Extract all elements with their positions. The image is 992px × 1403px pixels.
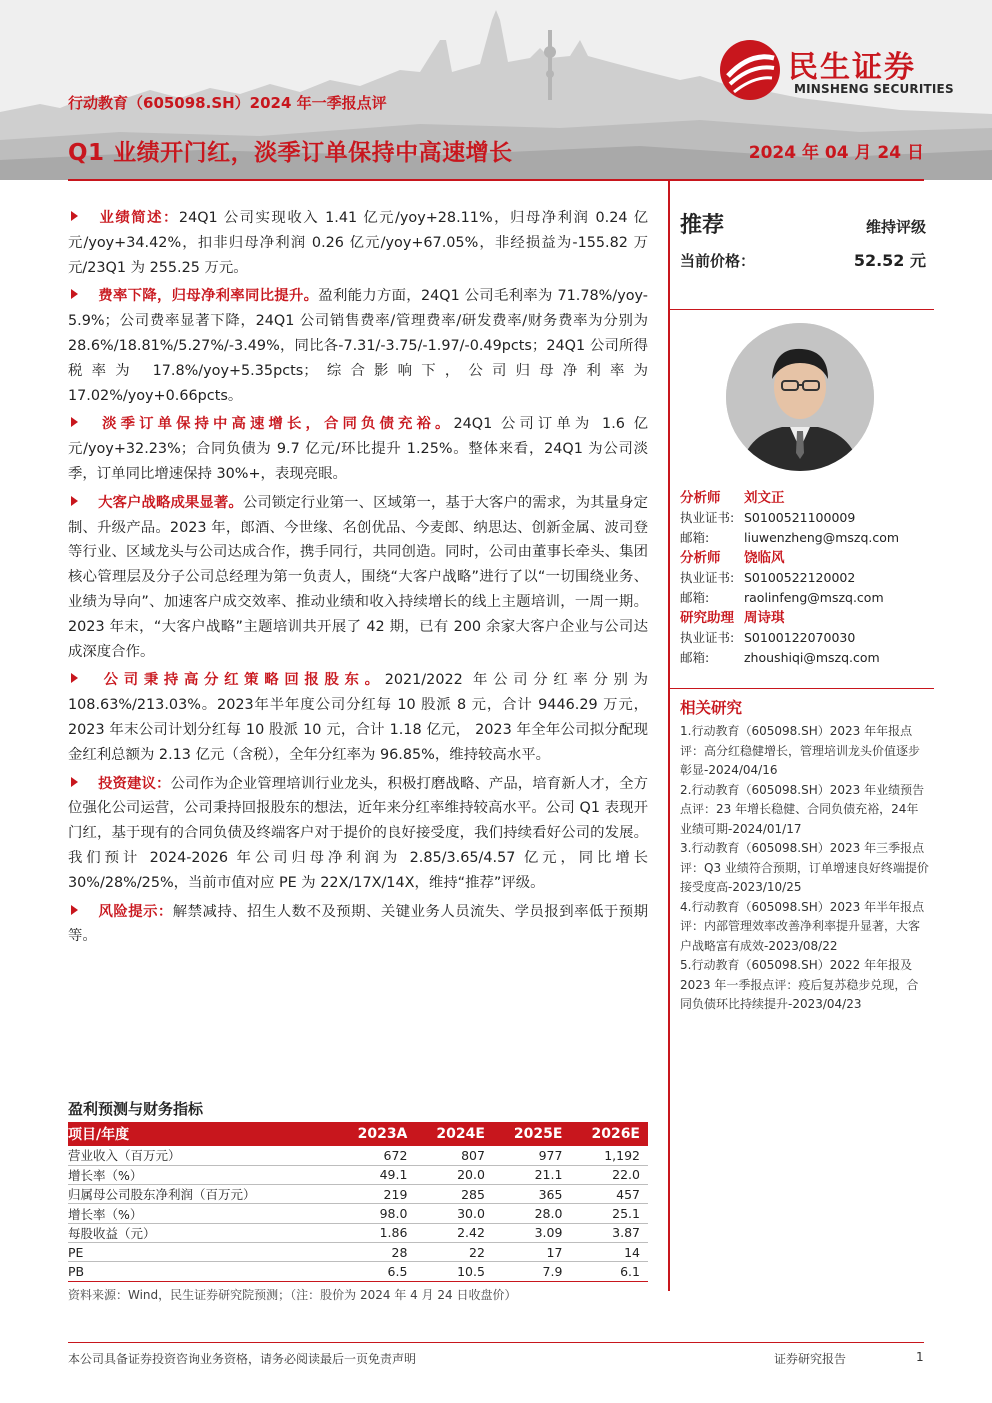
- paragraph-heading: 淡季订单保持中高速增长，合同负债充裕。: [98, 416, 454, 433]
- table-cell: 365: [493, 1185, 571, 1204]
- financial-forecast-table: [68, 1122, 648, 1282]
- paragraph-expense: [68, 284, 648, 408]
- table-cell: 22.0: [570, 1165, 648, 1184]
- table-cell: 每股收益（元）: [68, 1223, 336, 1242]
- bullet-arrow-icon: [71, 289, 78, 299]
- related-research-item[interactable]: 5.行动教育（605098.SH）2022 年年报及 2023 年一季报点评：疫后复苏稳步兑现，合同负债环比持续提升-2023/04/23: [680, 958, 919, 1011]
- table-source-note: 资料来源：Wind，民生证券研究院预测；（注：股价为 2024 年 4 月 24 日收盘价）: [68, 1288, 517, 1302]
- table-cell: 17: [493, 1242, 571, 1261]
- related-research-title: 相关研究: [680, 699, 743, 717]
- analyst-cert: S0100522120002: [744, 570, 856, 585]
- related-research-item[interactable]: 2.行动教育（605098.SH）2023 年业绩预告点评：23 年增长稳健、合同负债充裕，24年业绩可期-2024/01/17: [680, 782, 925, 836]
- paragraph-body: 2021/2022 年公司分红率分别为 108.63%/213.03%。2023年半年度公司分红每 10 股派 8 元，合计 9446.29 万元，2023 年末公司计划分红每 10 股派 10 元，合计 1.18 亿元， 2023 年全年公司拟分配现金红利总额为 2.13 亿元（含税），全年分红率为 96.85%，维持较高水平。: [68, 672, 648, 763]
- table-cell: 6.5: [336, 1262, 415, 1281]
- table-row: [68, 1146, 648, 1165]
- bullet-arrow-icon: [71, 673, 78, 683]
- table-cell: 21.1: [493, 1165, 571, 1184]
- table-row: [68, 1165, 648, 1184]
- side-divider: [670, 309, 934, 310]
- bullet-arrow-icon: [71, 417, 78, 427]
- table-cell: 1,192: [570, 1146, 648, 1165]
- paragraph-investment-advice: [68, 772, 648, 896]
- analyst-email[interactable]: zhoushiqi@mszq.com: [744, 650, 880, 665]
- table-header-cell: 2024E: [415, 1122, 493, 1146]
- report-header: [0, 0, 992, 180]
- footer-divider: [68, 1342, 924, 1343]
- paragraph-heading: 业绩简述：: [98, 210, 179, 226]
- table-cell: 3.09: [493, 1223, 571, 1242]
- table-cell: 1.86: [336, 1223, 415, 1242]
- report-date: 2024 年 04 月 24 日: [748, 143, 924, 163]
- bullet-arrow-icon: [71, 211, 78, 221]
- mail-label: 邮箱:: [680, 650, 710, 665]
- paragraph-heading: 公司秉持高分红策略回报股东。: [98, 672, 385, 689]
- table-cell: 49.1: [336, 1165, 415, 1184]
- paragraph-body: 24Q1 公司实现收入 1.41 亿元/yoy+28.11%，归母净利润 0.24 亿元/yoy+34.42%，扣非归母净利润 0.26 亿元/yoy+67.05%，非经损益为-155.82 万元/23Q1 为 255.25 万元。: [68, 210, 648, 276]
- table-cell: 25.1: [570, 1204, 648, 1223]
- related-research-item[interactable]: 4.行动教育（605098.SH）2023 年半年报点评：内部管理效率改善净利率提升显著，大客户战略富有成效-2023/08/22: [680, 899, 925, 953]
- paragraph-orders: [68, 412, 648, 486]
- table-cell: 30.0: [415, 1204, 493, 1223]
- analyst-name: 饶临风: [744, 550, 785, 566]
- table-cell: 285: [415, 1185, 493, 1204]
- table-cell: 增长率（%）: [68, 1204, 336, 1223]
- table-row: [68, 1204, 648, 1223]
- paragraph-heading: 费率下降，归母净利率同比提升。: [98, 288, 319, 305]
- table-row: [68, 1185, 648, 1204]
- minsheng-logo-icon: [718, 38, 782, 102]
- table-cell: 807: [415, 1146, 493, 1165]
- table-cell: 20.0: [415, 1165, 493, 1184]
- table-cell: 6.1: [570, 1262, 648, 1281]
- table-header-cell: 2025E: [493, 1122, 571, 1146]
- analyst-cert: S0100521100009: [744, 510, 856, 525]
- table-cell: 457: [570, 1185, 648, 1204]
- table-cell: PE: [68, 1242, 336, 1261]
- cert-label: 执业证书:: [680, 570, 735, 585]
- report-title: Q1 业绩开门红，淡季订单保持中高速增长: [68, 140, 513, 166]
- table-cell: 10.5: [415, 1262, 493, 1281]
- analyst-email[interactable]: raolinfeng@mszq.com: [744, 590, 884, 605]
- analyst-role: 分析师: [680, 490, 721, 506]
- table-cell: 14: [570, 1242, 648, 1261]
- paragraph-dividend: [68, 668, 648, 767]
- paragraph-heading: 投资建议：: [98, 775, 171, 792]
- header-divider: [68, 179, 924, 181]
- mail-label: 邮箱:: [680, 590, 710, 605]
- paragraph-body: 盈利能力方面，24Q1 公司毛利率为 71.78%/yoy-5.9%；公司费率显著下降，24Q1 公司销售费率/管理费率/研发费率/财务费率为分别为 28.6%/18.81%/5.27%/-3.49%，同比各-7.31/-3.75/-1.97/-0.49pcts；24Q1 公司所得税率为 17.8%/yoy+5.35pcts；综合影响下，公司归母净利率为 17.02%/yoy+0.66pcts。: [68, 288, 648, 404]
- table-title: 盈利预测与财务指标: [68, 1100, 204, 1118]
- column-divider: [668, 181, 670, 1291]
- table-cell: 营业收入（百万元）: [68, 1146, 336, 1165]
- table-header-row: [68, 1122, 648, 1146]
- paragraph-body: 公司作为企业管理培训行业龙头，积极打磨战略、产品，培育新人才，全方位强化公司运营，公司秉持回报股东的想法，近年来分红率维持较高水平。公司 Q1 表现开门红，基于现有的合同负债及终端客户对于提价的良好接受度，我们持续看好公司的发展。我们预计 2024-2026 年公司归母净利润为 2.85/3.65/4.57 亿元，同比增长 30%/28%/25%，当前市值对应 PE 为 22X/17X/14X，维持“推荐”评级。: [68, 775, 648, 891]
- paragraph-body: 解禁减持、招生人数不及预期、关键业务人员流失、学员报到率低于预期等。: [68, 903, 648, 945]
- table-cell: 98.0: [336, 1204, 415, 1223]
- table-header-cell: 2023A: [336, 1122, 415, 1146]
- table-cell: 28: [336, 1242, 415, 1261]
- table-cell: 22: [415, 1242, 493, 1261]
- table-cell: 28.0: [493, 1204, 571, 1223]
- table-cell: PB: [68, 1262, 336, 1281]
- bullet-arrow-icon: [71, 777, 78, 787]
- analyst-list: [680, 488, 930, 668]
- analyst-email[interactable]: liuwenzheng@mszq.com: [744, 530, 900, 545]
- table-cell: 219: [336, 1185, 415, 1204]
- paragraph-risk: [68, 900, 648, 950]
- table-row: [68, 1262, 648, 1281]
- analyst-photo: [726, 323, 874, 471]
- paragraph-body: 公司锁定行业第一、区域第一，基于大客户的需求，为其量身定制、升级产品。2023 年，郎酒、今世缘、名创优品、今麦郎、纳思达、创新金属、波司登等行业、区域龙头与公司达成合作，携手同行，共同创造。同时，公司由董事长牵头、集团核心管理层及分子公司总经理为第一负责人，围绕“大客户战略”进行了以“一切围绕业务、业绩为导向”、加速客户成交效率、推动业绩和收入持续增长的线上主题培训，一周一期。2023 年末，“大客户战略”主题培训共开展了 42 期，已有 200 余家大客户企业与公司达成深度合作。: [68, 494, 648, 660]
- bullet-arrow-icon: [71, 905, 78, 915]
- rating-action: 维持评级: [865, 218, 926, 236]
- minsheng-logo: [718, 38, 968, 102]
- table-row: [68, 1223, 648, 1242]
- table-cell: 7.9: [493, 1262, 571, 1281]
- table-cell: 3.87: [570, 1223, 648, 1242]
- side-divider: [670, 688, 934, 689]
- cert-label: 执业证书:: [680, 630, 735, 645]
- related-research: [680, 696, 930, 1015]
- paragraph-body: 24Q1 公司订单为 1.6 亿元/yoy+32.23%；合同负债为 9.7 亿元/环比提升 1.25%。整体来看，24Q1 为公司淡季，订单同比增速保持 30%+，表现亮眼。: [68, 416, 648, 482]
- analyst-portrait-icon: [726, 323, 874, 471]
- table-cell: 归属母公司股东净利润（百万元）: [68, 1185, 336, 1204]
- rating-label: 推荐: [680, 213, 725, 238]
- main-content: [68, 206, 648, 953]
- related-research-item[interactable]: 3.行动教育（605098.SH）2023 年三季报点评：Q3 业绩符合预期，订单增速良好终端提价接受度高-2023/10/25: [680, 841, 929, 894]
- footer-disclaimer: 本公司具备证券投资咨询业务资格，请务必阅读最后一页免责声明: [68, 1352, 417, 1366]
- analyst-name: 周诗琪: [744, 610, 785, 626]
- table-cell: 2.42: [415, 1223, 493, 1242]
- paragraph-heading: 大客户战略成果显著。: [98, 494, 243, 511]
- analyst-role: 分析师: [680, 550, 721, 566]
- table-row: [68, 1242, 648, 1261]
- related-research-item[interactable]: 1.行动教育（605098.SH）2023 年年报点评：高分红稳健增长，管理培训龙头价值逐步彰显-2024/04/16: [680, 724, 921, 777]
- analyst-role: 研究助理: [680, 610, 734, 626]
- footer-report-type: 证券研究报告: [774, 1352, 847, 1366]
- analyst-cert: S0100122070030: [744, 630, 856, 645]
- bullet-arrow-icon: [71, 496, 78, 506]
- table-header-cell: 项目/年度: [68, 1122, 336, 1146]
- paragraph-performance: [68, 206, 648, 280]
- rating-box: [680, 206, 926, 274]
- page-number: 1: [916, 1350, 924, 1364]
- report-subtitle: 行动教育（605098.SH）2024 年一季报点评: [68, 94, 387, 112]
- paragraph-heading: 风险提示：: [98, 903, 173, 920]
- table-header-cell: 2026E: [570, 1122, 648, 1146]
- table-cell: 977: [493, 1146, 571, 1165]
- price-label: 当前价格：: [680, 252, 756, 270]
- price-value: 52.52 元: [853, 251, 926, 270]
- cert-label: 执业证书:: [680, 510, 735, 525]
- analyst-name: 刘文正: [744, 490, 785, 506]
- mail-label: 邮箱:: [680, 530, 710, 545]
- table-cell: 增长率（%）: [68, 1165, 336, 1184]
- logo-english-text: MINSHENG SECURITIES: [794, 82, 954, 96]
- logo-chinese-text: 民生证券: [788, 50, 916, 85]
- table-cell: 672: [336, 1146, 415, 1165]
- paragraph-key-accounts: [68, 491, 648, 665]
